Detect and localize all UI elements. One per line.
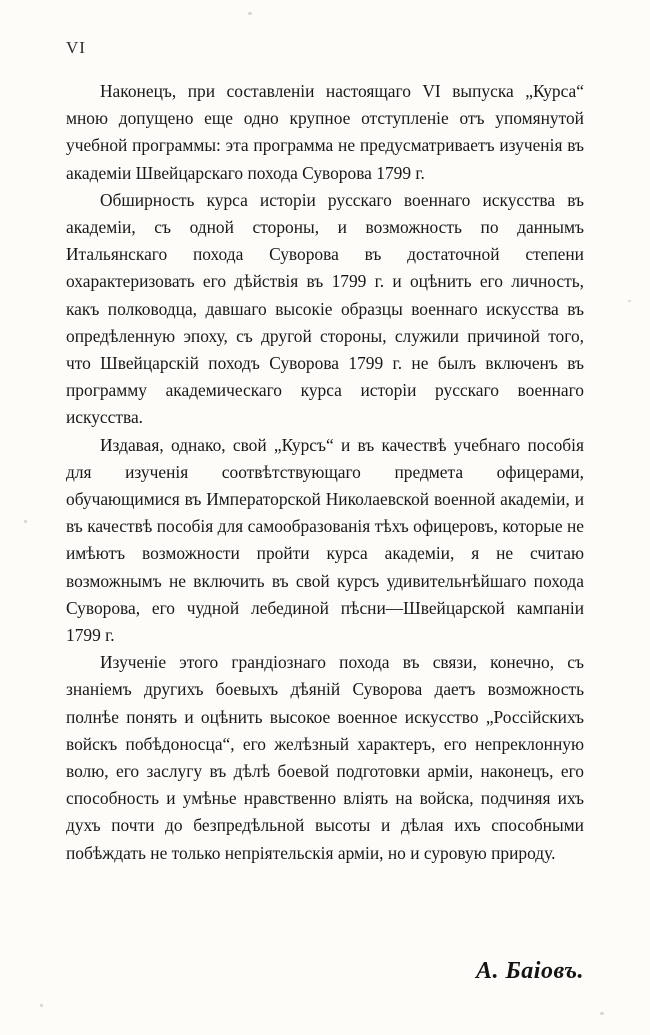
paper-speck xyxy=(24,520,27,523)
paper-speck xyxy=(600,1012,604,1015)
paragraph: Издавая, однако, свой „Курсъ“ и въ качествѣ учебнаго пособія для изученія соотвѣтствующаго предмета офицерами, обучающимися въ Императорской Николаевской военной академіи, и въ качествѣ пособія для самообразованія тѣхъ офицеровъ, которые не имѣютъ возможности пройти курса академіи, я не считаю возможнымъ не включить въ свой курсъ удивительнѣйшаго похода Суворова, его чудной лебединой пѣсни—Швейцарской кампаніи 1799 г. xyxy=(66,434,584,646)
page-body-text xyxy=(66,78,584,867)
page-number: VI xyxy=(66,38,86,57)
paper-speck xyxy=(628,300,631,302)
paragraph: Наконецъ, при составленіи настоящаго VI выпуска „Курса“ мною допущено еще одно крупное отступленіе отъ упомянутой учебной программы: эта программа не предусматриваетъ изученія въ академіи Швейцарскаго похода Суворова 1799 г. xyxy=(66,81,584,183)
paper-speck xyxy=(248,12,252,15)
paragraph: Изученіе этого грандіознаго похода въ связи, конечно, съ знаніемъ другихъ боевыхъ дѣяній Суворова даетъ возможность полнѣе понять и оцѣнить высокое военное искусство „Россійскихъ войскъ побѣдоносца“, его желѣзный характеръ, его непреклонную волю, его заслугу въ дѣлѣ боевой подготовки арміи, наконецъ, его способность и умѣнье нравственно вліять на войска, подчиняя ихъ духъ почти до безпредѣльной высоты и дѣлая ихъ способными побѣждать не только непріятельскія арміи, но и суровую природу. xyxy=(66,652,584,863)
paragraph: Обширность курса исторіи русскаго военнаго искусства въ академіи, съ одной стороны, и возможность по даннымъ Итальянскаго похода Суворова въ достаточной степени охарактеризовать его дѣйствія въ 1799 г. и оцѣнить его личность, какъ полководца, давшаго высокіе образцы военнаго искусства въ опредѣленную эпоху, съ другой стороны, служили причиной того, что Швейцарскій походъ Суворова 1799 г. не былъ включенъ въ программу академическаго курса исторіи русскаго военнаго искусства. xyxy=(66,189,584,428)
author-signature: А. Баіовъ. xyxy=(476,958,584,984)
paper-speck xyxy=(40,1004,43,1007)
